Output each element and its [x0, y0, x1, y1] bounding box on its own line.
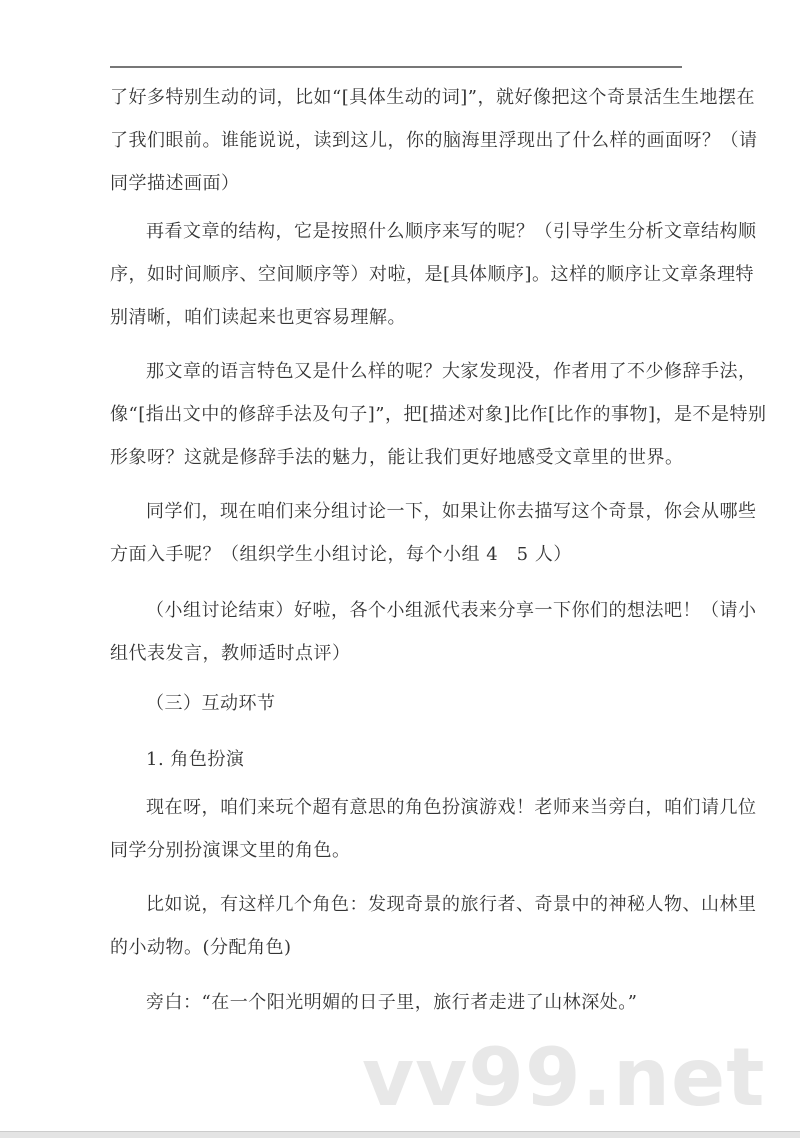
text-line: 现在呀，咱们来玩个超有意思的角色扮演游戏！老师来当旁白，咱们请几位 [146, 797, 757, 818]
paragraph-discussion-end [110, 589, 757, 675]
heading-text: 1. 角色扮演 [146, 749, 245, 770]
text-line: 组代表发言，教师适时点评） [110, 643, 351, 664]
text-line: 了我们眼前。谁能说说，读到这儿，你的脑海里浮现出了什么样的画面呀？（请 [110, 130, 758, 151]
heading-text: （三）互动环节 [146, 693, 276, 714]
section-heading-interaction [110, 682, 685, 725]
text-line: 序，如时间顺序、空间顺序等）对啦，是[具体顺序]。这样的顺序让文章条理特 [110, 264, 755, 285]
text-line: 同学们，现在咱们来分组讨论一下，如果让你去描写这个奇景，你会从哪些 [146, 501, 757, 522]
paragraph-language [110, 350, 767, 479]
text-line: 别清晰，咱们读起来也更容易理解。 [110, 307, 406, 328]
text-line: 比如说，有这样几个角色：发现奇景的旅行者、奇景中的神秘人物、山林里 [146, 894, 757, 915]
paragraph-structure [110, 210, 757, 339]
text-line: （小组讨论结束）好啦，各个小组派代表来分享一下你们的想法吧！（请小 [146, 600, 757, 621]
text-line: 那文章的语言特色又是什么样的呢？大家发现没，作者用了不少修辞手法， [146, 361, 757, 382]
text-line: 同学分别扮演课文里的角色。 [110, 840, 351, 861]
text-line: 形象呀？这就是修辞手法的魅力，能让我们更好地感受文章里的世界。 [110, 447, 684, 468]
text-line: 再看文章的结构，它是按照什么顺序来写的呢？（引导学生分析文章结构顺 [146, 221, 757, 242]
text-line: 了好多特别生动的词，比如“[具体生动的词]”，就好像把这个奇景活生生地摆在 [110, 87, 755, 108]
paragraph-roles [110, 883, 757, 969]
text-line: 同学描述画面） [110, 173, 240, 194]
watermark: vv99.net [362, 1031, 766, 1124]
paragraph-vivid-words [110, 76, 758, 205]
paragraph-role-play-intro [110, 786, 757, 872]
text-line: 方面入手呢？（组织学生小组讨论，每个小组 4 5 人） [110, 544, 572, 565]
paragraph-narration [110, 981, 685, 1024]
subheading-role-play [110, 738, 685, 781]
header-rule [110, 66, 682, 68]
text-line: 的小动物。(分配角色) [110, 937, 292, 958]
paragraph-group-discussion [110, 490, 757, 576]
text-line: 像“[指出文中的修辞手法及句子]”，把[描述对象]比作[比作的事物]，是不是特别 [110, 404, 767, 425]
text-line: 旁白：“在一个阳光明媚的日子里，旅行者走进了山林深处。” [146, 992, 638, 1013]
